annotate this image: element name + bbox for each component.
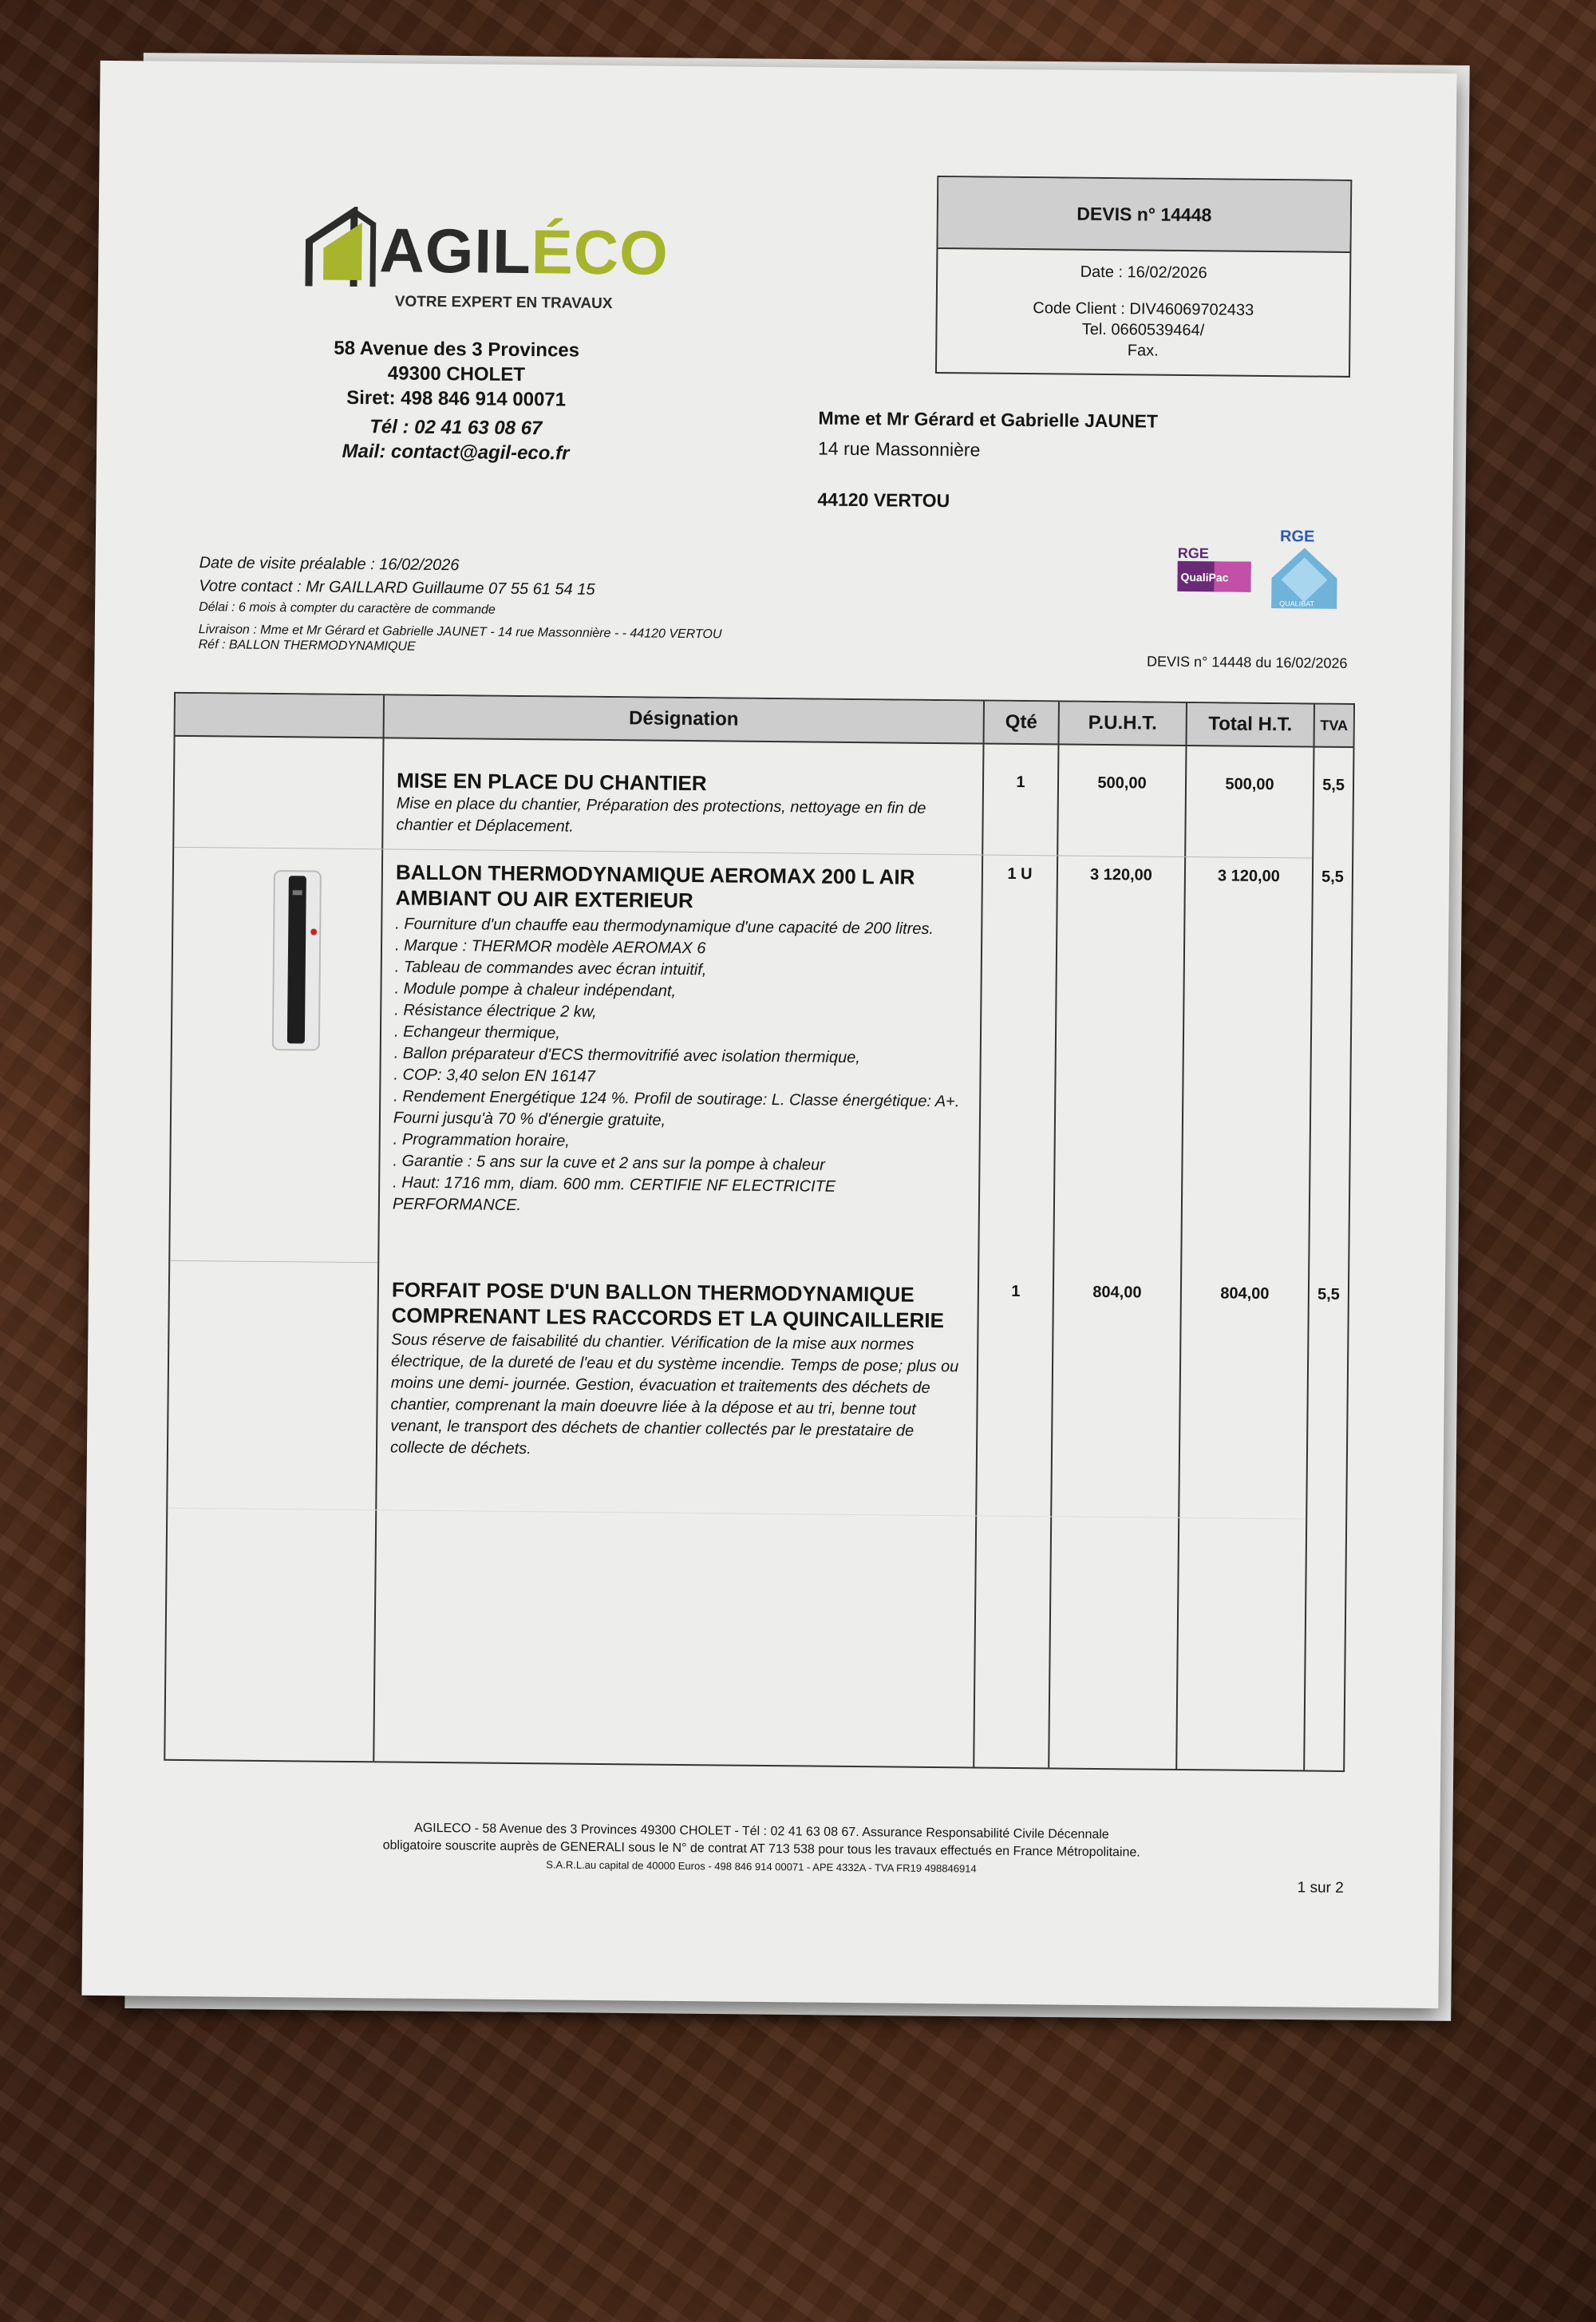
quote-ref-date: DEVIS n° 14448 du 16/02/2026 [1147,653,1348,671]
visit-info [199,552,723,657]
client-fax: Fax. [1127,342,1159,360]
item-total: 500,00 [1225,775,1274,794]
delivery-address: Livraison : Mme et Mr Gérard et Gabrielle JAUNET - 14 rue Massonnière - - 44120 VERTOU [198,623,722,642]
table-header [176,694,1353,748]
table-row [170,1275,1348,1458]
item-qty: 1 [1016,773,1025,792]
visit-delay: Délai : 6 mois à compter du caractère de commande [199,600,496,617]
legal-footer: AGILECO - 58 Avenue des 3 Provinces 49300 CHOLET - Tél : 02 41 63 08 67. Assurance Responsabilité Civile Décennale obligatoire souscrite auprès de GENERALI sous le N° de contrat AT 713 538 pour tous les travaux effectués en France Métropolitaine. S.A.R.L.au capital de 40000 Euros - 498 846 914 00071 - APE 4332A - TVA FR19 498846914 [382,1821,1140,1875]
client-code: Code Client : DIV46069702433 [1033,299,1254,319]
quote-info-box [935,176,1352,378]
quote-items-table [164,692,1355,1772]
item-vat: 5,5 [1317,1285,1340,1303]
item-title: MISE EN PLACE DU CHANTIER [396,768,707,796]
company-phone: Tél : 02 41 63 08 67 [369,416,543,440]
table-row [174,857,1352,1215]
rge-qualipac-badge-icon [1174,542,1254,594]
svg-text:QualiPac: QualiPac [1180,570,1229,584]
item-vat: 5,5 [1321,868,1344,886]
header-designation: Désignation [628,707,739,730]
company-address: 58 Avenue des 3 Provinces 49300 CHOLET Siret: 498 846 914 00071 [288,335,624,413]
client-name: Mme et Mr Gérard et Gabrielle JAUNET [818,407,1159,432]
client-street: 14 rue Massonnière [817,437,981,461]
svg-text:QUALIBAT: QUALIBAT [1279,599,1315,608]
svg-text:RGE: RGE [1279,528,1315,546]
client-city: 44120 VERTOU [817,489,950,512]
header-qty: Qté [1005,710,1037,734]
svg-text:RGE: RGE [1177,544,1209,562]
quote-date: Date : 16/02/2026 [1080,263,1207,283]
item-qty: 1 [1011,1282,1021,1301]
visit-contact: Votre contact : Mr GAILLARD Guillaume 07 55 61 54 15 [199,577,595,599]
item-description: Sous réserve de faisabilité du chantier. Vérification de la mise aux normes électrique, de la dureté de l'eau et du système incendie. Temps de pose; plus ou moins une demi- journée. Gestion, évacuation et traitements des déchets de chantier, comprenant la main doeuvre liée à la dépose et au tri, benne tout venant, le transport des déchets de chantier collectés par le prestataire de collecte de déchets. [389,1331,959,1458]
quote-reference: Réf : BALLON THERMODYNAMIQUE [198,638,416,654]
header-vat: TVA [1320,717,1349,734]
page-number: 1 sur 2 [1297,1879,1344,1897]
item-unit-price: 804,00 [1092,1283,1142,1302]
table-row [175,765,1353,836]
quote-number: DEVIS n° 14448 [938,177,1350,253]
company-email: Mail: contact@agil-eco.fr [342,440,570,465]
water-heater-image [268,866,326,1055]
company-siret: Siret: 498 846 914 00071 [346,386,567,411]
company-contact [288,413,624,466]
header-total: Total H.T. [1208,713,1293,736]
client-address-block [817,403,1158,518]
item-unit-price: 500,00 [1097,773,1147,793]
item-qty: 1 U [1007,864,1033,884]
house-logo-icon [304,206,385,295]
item-total: 804,00 [1220,1284,1270,1303]
item-total: 3 120,00 [1217,867,1280,886]
visit-date: Date de visite préalable : 16/02/2026 [199,554,460,575]
item-unit-price: 3 120,00 [1089,865,1152,884]
item-title: FORFAIT POSE D'UN BALLON THERMODYNAMIQUE COMPRENANT LES RACCORDS ET LA QUINCAILLERIE [391,1277,945,1333]
company-tagline: VOTRE EXPERT EN TRAVAUX [394,293,613,313]
quote-document [81,61,1456,2008]
rge-qualibat-badge-icon [1268,525,1341,614]
item-description: Mise en place du chantier, Préparation des protections, nettoyage en fin de chantier et Déplacement. [396,794,926,836]
company-logo-text: AGILÉCO [378,215,670,288]
header-unit-price: P.U.H.T. [1088,711,1158,734]
item-title: BALLON THERMODYNAMIQUE AEROMAX 200 L AIR AMBIANT OU AIR EXTERIEUR [395,860,915,913]
client-phone: Tel. 0660539464/ [1081,320,1205,340]
item-description-list: . Fourniture d'un chauffe eau thermodynamique d'une capacité de 200 litres. . Marque : THERMOR modèle AEROMAX 6 . Tableau de commandes avec écran intuitif, . Module pompe à chaleur indépendant, . Résistance électrique 2 kw, . Echangeur thermique, . Ballon préparateur d'ECS thermovitrifié avec isolation thermique, . COP: 3,40 selon EN 16147 . Rendement Energétique 124 %. Profil de soutirage: L. Classe énergétique: A+. Fourni jusqu'à 70 % d'énergie gratuite, . Programmation horaire, . Garantie : 5 ans sur la cuve et 2 ans sur la pompe à chaleur . Haut: 1716 mm, diam. 600 mm. CERTIFIE NF ELECTRICITE PERFORMANCE. [392,915,960,1215]
item-vat: 5,5 [1322,776,1345,794]
header-image-col [176,694,383,737]
